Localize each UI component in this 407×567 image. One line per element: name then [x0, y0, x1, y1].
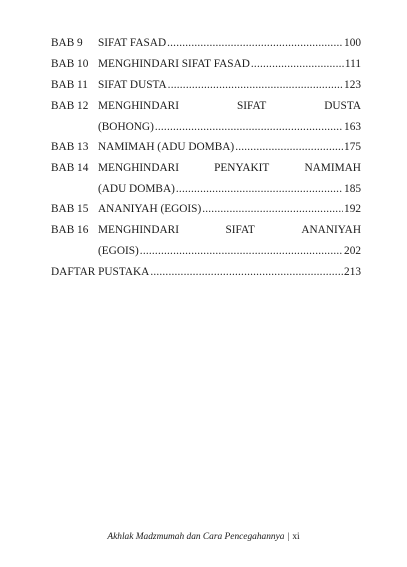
- toc-page-number: 123: [344, 79, 361, 91]
- toc-title-word: MENGHINDARI: [98, 162, 179, 174]
- toc-chapter-number: BAB 12: [51, 100, 89, 112]
- toc-title-word: PENYAKIT: [214, 162, 270, 174]
- toc-chapter-number: BAB 10: [51, 58, 89, 70]
- toc-entry-bab-11[interactable]: [51, 75, 361, 96]
- toc-chapter-number: BAB 15: [51, 203, 89, 215]
- toc-entry-title: (EGOIS): [98, 245, 139, 257]
- toc-page-number: 185: [344, 183, 361, 195]
- page-footer: [0, 532, 407, 542]
- toc-chapter-number: BAB 13: [51, 141, 89, 153]
- toc-title-word: DUSTA: [324, 100, 361, 112]
- toc-leader-dots: [202, 199, 343, 220]
- toc-title-word: MENGHINDARI: [98, 100, 179, 112]
- toc-entry-bab-12-continued[interactable]: [51, 117, 361, 137]
- toc-entry-title: ANANIYAH (EGOIS): [98, 203, 202, 215]
- toc-leader-dots: [168, 75, 343, 96]
- footer-page-number: xi: [292, 532, 300, 542]
- toc-title-word: SIFAT: [225, 224, 255, 236]
- toc-leader-dots: [150, 262, 343, 283]
- table-of-contents: [51, 33, 361, 283]
- toc-entry-bab-15[interactable]: [51, 199, 361, 220]
- toc-entry-daftar-pustaka[interactable]: [51, 262, 361, 283]
- footer-book-title: Akhlak Madzmumah dan Cara Pencegahannya: [107, 532, 285, 542]
- toc-entry-bab-14-continued[interactable]: [51, 179, 361, 199]
- toc-leader-dots: [167, 33, 343, 54]
- toc-page-number: 192: [344, 203, 361, 215]
- toc-entry-title: [98, 96, 361, 117]
- toc-entry-title: SIFAT DUSTA: [98, 79, 167, 91]
- toc-chapter-number: BAB 16: [51, 224, 89, 236]
- footer-separator: |: [287, 532, 290, 542]
- toc-entry-title: [98, 158, 361, 179]
- toc-title-word: ANANIYAH: [301, 224, 361, 236]
- toc-page-number: 111: [344, 58, 361, 70]
- toc-entry-title: (BOHONG): [98, 121, 154, 133]
- toc-entry-title: DAFTAR PUSTAKA: [51, 266, 150, 278]
- toc-leader-dots: [155, 117, 343, 137]
- toc-page-number: 175: [344, 141, 361, 153]
- toc-entry-bab-12[interactable]: [51, 96, 361, 117]
- toc-entry-bab-9[interactable]: [51, 33, 361, 54]
- toc-leader-dots: [251, 54, 344, 75]
- toc-entry-bab-14[interactable]: [51, 158, 361, 179]
- toc-entry-bab-16-continued[interactable]: [51, 241, 361, 261]
- toc-entry-title: [98, 220, 361, 241]
- toc-page-number: 213: [344, 266, 361, 278]
- toc-title-word: SIFAT: [236, 100, 267, 112]
- toc-chapter-number: BAB 14: [51, 162, 89, 174]
- toc-entry-title: MENGHINDARI SIFAT FASAD: [98, 58, 250, 70]
- toc-title-word: MENGHINDARI: [98, 224, 179, 236]
- toc-entry-bab-16[interactable]: [51, 220, 361, 241]
- toc-title-word: NAMIMAH: [304, 162, 361, 174]
- toc-entry-bab-13[interactable]: [51, 137, 361, 158]
- toc-page-number: 100: [344, 37, 361, 49]
- toc-chapter-number: BAB 9: [51, 37, 83, 49]
- toc-entry-title: SIFAT FASAD: [98, 37, 167, 49]
- toc-page-number: 202: [344, 245, 361, 257]
- toc-page-number: 163: [344, 121, 361, 133]
- toc-leader-dots: [235, 137, 343, 158]
- toc-leader-dots: [176, 179, 343, 199]
- toc-entry-title: NAMIMAH (ADU DOMBA): [98, 141, 235, 153]
- toc-leader-dots: [140, 241, 343, 261]
- toc-entry-bab-10[interactable]: [51, 54, 361, 75]
- toc-entry-title: (ADU DOMBA): [98, 183, 175, 195]
- toc-chapter-number: BAB 11: [51, 79, 88, 91]
